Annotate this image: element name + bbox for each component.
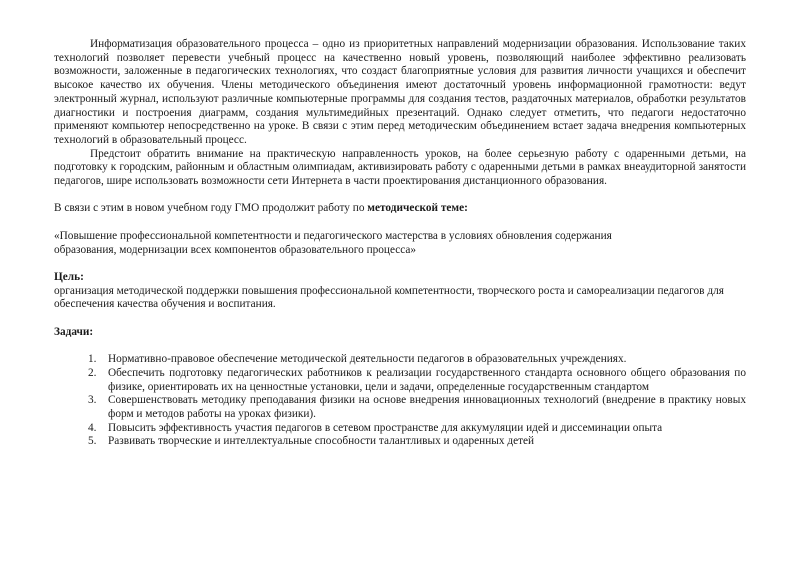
second-paragraph: Предстоит обратить внимание на практическую направленность уроков, на более серьезную работу с одаренными детьми, на подготовку к городским, районным и областным олимпиадам, активизировать работу с одаренными детьми в рамках внеаудиторной занятости педагогов, шире использовать возможности сети Интернета в части проектирования дистанционного образования. xyxy=(54,147,746,188)
task-text: Развивать творческие и интеллектуальные способности талантливых и одаренных детей xyxy=(108,435,535,448)
theme-title: «Повышение профессиональной компетентности и педагогического мастерства в условиях обновления содержания образования, модернизации всех компонентов образовательного процесса» xyxy=(54,229,612,256)
task-item xyxy=(88,435,746,449)
tasks-heading: Задачи: xyxy=(54,325,94,338)
theme-intro-text: В связи с этим в новом учебном году ГМО продолжит работу по xyxy=(54,202,368,215)
task-number: 1. xyxy=(88,353,97,366)
task-number: 3. xyxy=(88,394,97,407)
theme-intro-bold: методической теме xyxy=(367,202,465,215)
intro-paragraph: Информатизация образовательного процесса – одно из приоритетных направлений модернизации образования. Использование таких технологий позволяет перевести учебный процесс на качественно новый уровень, позволяющий наиболее эффективно реализовать возможности, заложенные в педагогических технологиях, что создаст благоприятные условия для развития личности учащихся и обеспечит высокое качество их обучения. Члены методического объединения имеют достаточный уровень информационной грамотности: ведут электронный журнал, используют различные компьютерные программы для создания тестов, раздаточных материалов, обработки результатов диагностики и построения диаграмм, создания мультимедийных презентаций. Однако следует отметить, что педагоги недостаточно применяют компьютер непосредственно на уроке. В связи с этим перед методическим объединением встает задача внедрения компьютерных технологий в образовательный процесс. xyxy=(54,38,746,146)
task-text: Нормативно-правовое обеспечение методической деятельности педагогов в образовательных учреждениях. xyxy=(108,353,627,366)
task-item xyxy=(88,353,746,367)
task-text: Повысить эффективность участия педагогов в сетевом пространстве для аккумуляции идей и диссеминации опыта xyxy=(108,421,663,434)
task-item xyxy=(88,366,746,394)
theme-intro-line xyxy=(54,202,746,216)
task-text: Совершенствовать методику преподавания физики на основе внедрения инновационных технологий (внедрение в практику новых форм и методов работы на уроках физики). xyxy=(108,394,746,420)
document-page xyxy=(54,38,746,449)
task-number: 4. xyxy=(88,421,97,434)
task-number: 2. xyxy=(88,366,97,379)
task-number: 5. xyxy=(88,435,97,448)
spacer xyxy=(54,312,746,326)
spacer xyxy=(54,257,746,271)
goal-heading: Цель: xyxy=(54,270,84,283)
task-text: Обеспечить подготовку педагогических работников к реализации государственного стандарта основного общего образования по физике, ориентировать их на ценностные установки, цели и задачи, определенные государственным стандартом xyxy=(108,366,746,393)
spacer xyxy=(54,339,746,353)
task-item xyxy=(88,394,746,421)
tasks-list xyxy=(54,353,746,449)
theme-intro-colon: : xyxy=(464,202,468,215)
spacer xyxy=(54,216,746,230)
spacer xyxy=(54,189,746,203)
task-item xyxy=(88,421,746,436)
goal-text: организация методической поддержки повышения профессиональной компетентности, творческого роста и самореализации педагогов для обеспечения качества обучения и воспитания. xyxy=(54,284,724,311)
